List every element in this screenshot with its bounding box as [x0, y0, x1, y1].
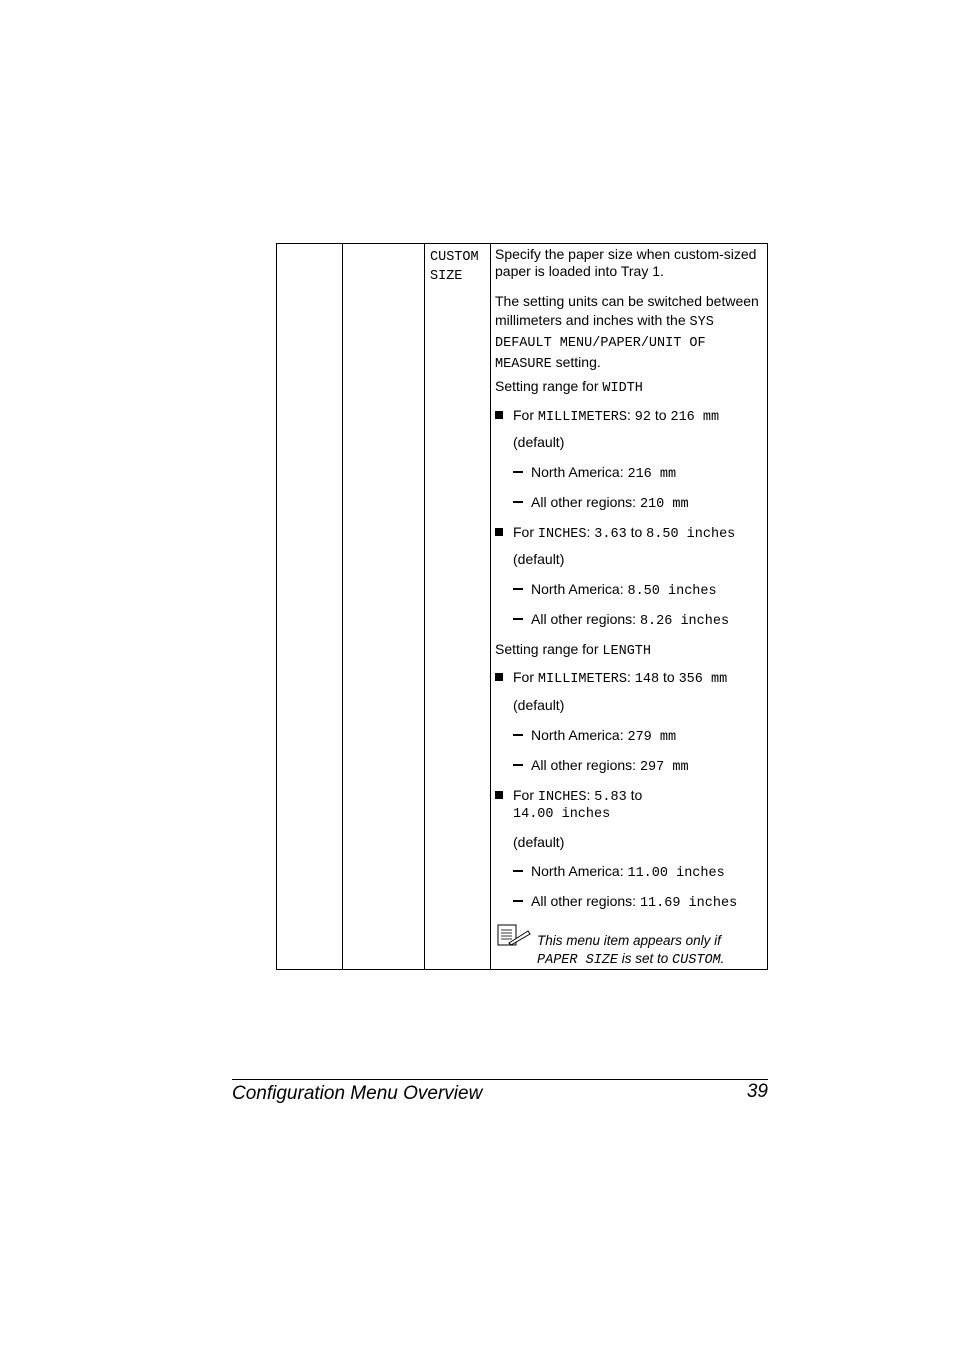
- footer-rule: [232, 1079, 768, 1080]
- bullet-dash-icon: [513, 471, 523, 473]
- bullet-dash-icon: [513, 764, 523, 766]
- default-label: (default): [513, 434, 565, 450]
- settings-table: [276, 243, 768, 970]
- list-item: North America: 279 mm: [513, 727, 676, 746]
- column-divider: [424, 244, 425, 969]
- default-label: (default): [513, 551, 565, 567]
- footer-title: Configuration Menu Overview: [232, 1083, 483, 1104]
- desc-units: The setting units can be switched between millimeters and inches with the SYS DEFAULT MENU/PAPER/UNIT OF MEASURE setting.: [495, 293, 759, 372]
- note-text: This menu item appears only if PAPER SIZE is set to CUSTOM.: [537, 933, 725, 968]
- list-item-continuation: 14.00 inches: [513, 807, 611, 822]
- length-heading: Setting range for LENGTH: [495, 641, 652, 659]
- bullet-square-icon: [495, 411, 503, 419]
- note-pencil-icon: [497, 924, 531, 946]
- bullet-dash-icon: [513, 588, 523, 590]
- width-heading: Setting range for WIDTH: [495, 378, 643, 396]
- bullet-square-icon: [495, 673, 503, 681]
- column-divider: [490, 244, 491, 969]
- list-item: All other regions: 8.26 inches: [513, 611, 729, 630]
- column-divider: [342, 244, 343, 969]
- list-item: All other regions: 210 mm: [513, 494, 689, 513]
- bullet-dash-icon: [513, 734, 523, 736]
- list-item: For MILLIMETERS: 148 to 356 mm: [495, 669, 727, 688]
- desc-intro: Specify the paper size when custom-sized paper is loaded into Tray 1.: [495, 246, 757, 279]
- menu-item-name: CUSTOM SIZE: [430, 250, 479, 284]
- list-item: All other regions: 11.69 inches: [513, 893, 737, 912]
- bullet-square-icon: [495, 528, 503, 536]
- bullet-square-icon: [495, 791, 503, 799]
- bullet-dash-icon: [513, 900, 523, 902]
- list-item: For INCHES: 5.83 to: [495, 787, 642, 806]
- bullet-dash-icon: [513, 618, 523, 620]
- list-item: For MILLIMETERS: 92 to 216 mm: [495, 407, 719, 426]
- bullet-dash-icon: [513, 501, 523, 503]
- default-label: (default): [513, 834, 565, 850]
- list-item: All other regions: 297 mm: [513, 757, 689, 776]
- page-number: 39: [746, 1081, 768, 1102]
- list-item: North America: 216 mm: [513, 464, 676, 483]
- default-label: (default): [513, 697, 565, 713]
- list-item: North America: 11.00 inches: [513, 863, 725, 882]
- list-item: For INCHES: 3.63 to 8.50 inches: [495, 524, 735, 543]
- bullet-dash-icon: [513, 870, 523, 872]
- list-item: North America: 8.50 inches: [513, 581, 717, 600]
